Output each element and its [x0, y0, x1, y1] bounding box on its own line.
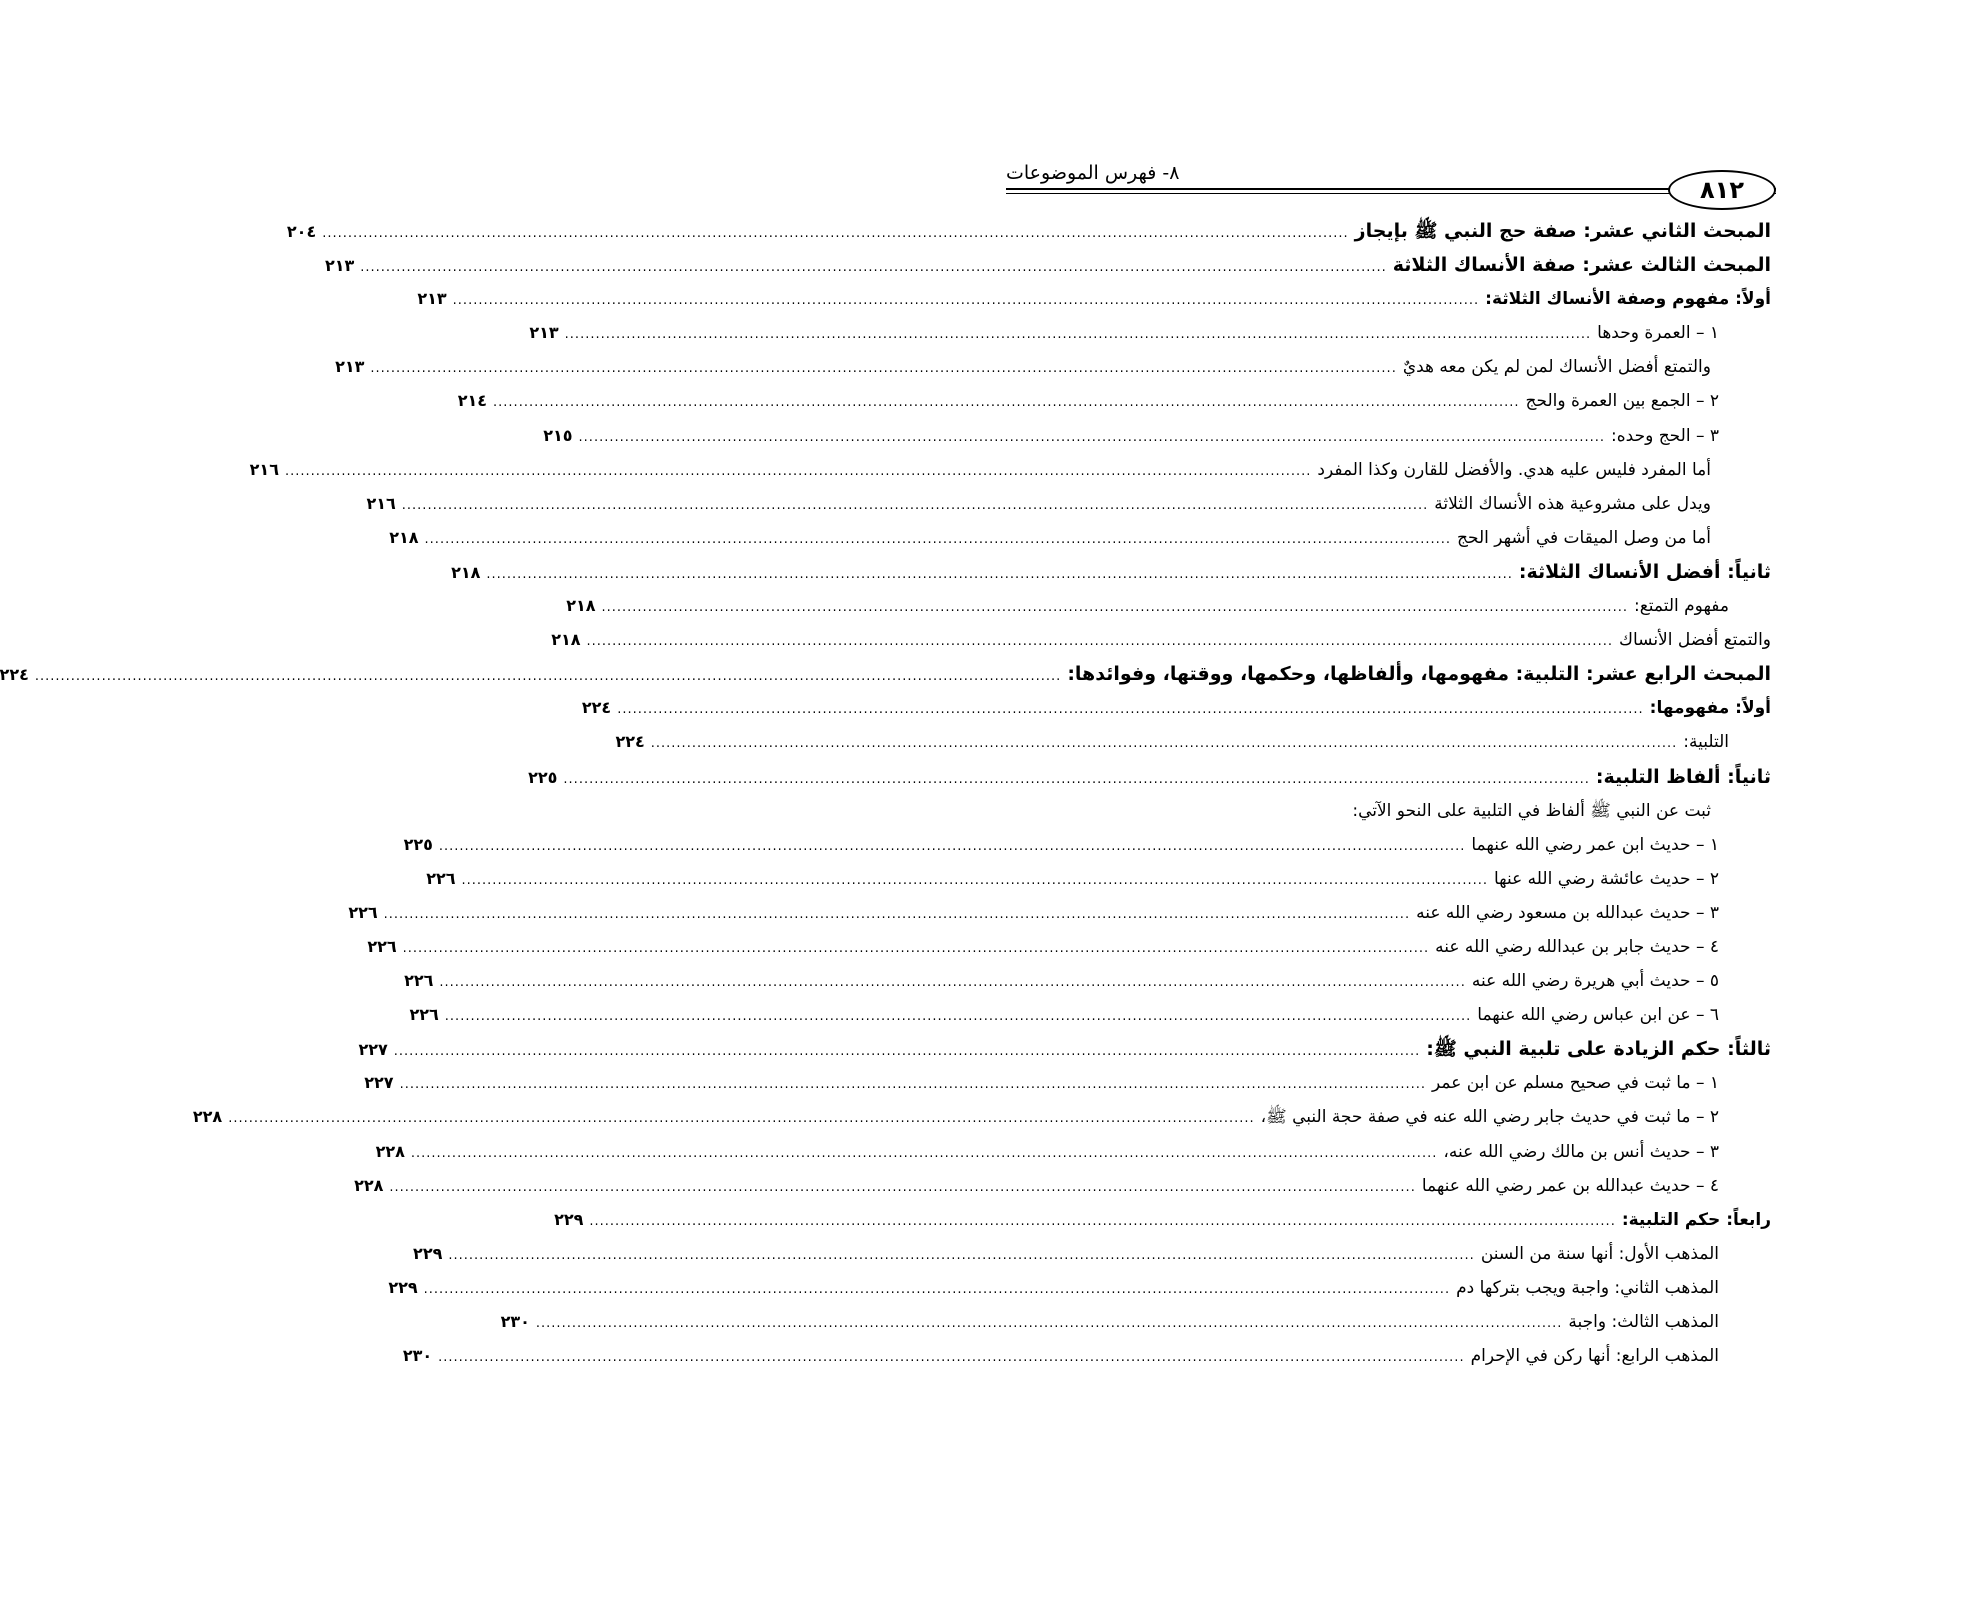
- dot-leader: ........................................................................................................................................................................................................: [402, 940, 1430, 956]
- toc-entry-label: مفهوم التمتع:: [1633, 596, 1729, 617]
- toc-entry: [388, 1271, 1771, 1305]
- toc-entry-label: ٤ – حديث جابر بن عبدالله رضي الله عنه: [1435, 936, 1719, 957]
- header-rule: [1006, 188, 1776, 190]
- toc-entry: [409, 998, 1771, 1032]
- toc-entry-label: ثالثاً: حكم الزيادة على تلبية النبي ﷺ:: [1426, 1038, 1771, 1061]
- dot-leader: ........................................................................................................................................................................................................: [410, 1145, 1438, 1161]
- toc-entry: [403, 828, 1771, 862]
- toc-entry-label: ٣ – حديث عبدالله بن مسعود رضي الله عنه: [1416, 902, 1719, 923]
- toc-entry: [402, 1339, 1771, 1373]
- toc-entry-label: والتمتع أفضل الأنساك لمن لم يكن معه هديٌ: [1402, 357, 1711, 378]
- toc-entry: [389, 521, 1771, 555]
- dot-leader: ........................................................................................................................................................................................................: [589, 1213, 1616, 1229]
- toc-entry-page: ٢٢٧: [358, 1040, 388, 1060]
- toc-entry-label: ١ – حديث ابن عمر رضي الله عنهما: [1471, 834, 1719, 855]
- toc-entry-page: ٢١٥: [543, 425, 573, 445]
- toc-entry: [615, 725, 1771, 759]
- toc-entry-label: ويدل على مشروعية هذه الأنساك الثلاثة: [1434, 493, 1711, 514]
- toc-entry: [451, 555, 1771, 589]
- toc-entry-page: ٢٢٨: [192, 1107, 223, 1127]
- toc-entry-page: ٢٢٧: [364, 1073, 394, 1093]
- toc-entry-label: المبحث الثاني عشر: صفة حج النبي ﷺ بإيجاز: [1354, 220, 1771, 242]
- toc-entry: [354, 1169, 1771, 1203]
- toc-entry-page: ٢٢٦: [409, 1005, 439, 1025]
- toc-entry-label: أما المفرد فليس عليه هدي. والأفضل للقارن وكذا المفرد: [1317, 459, 1711, 480]
- dot-leader: ........................................................................................................................................................................................................: [439, 975, 1466, 991]
- dot-leader: ........................................................................................................................................................................................................: [564, 327, 1592, 343]
- dot-leader: ........................................................................................................................................................................................................: [322, 226, 1349, 241]
- toc-entry-page: ٢٣٠: [500, 1312, 530, 1331]
- toc-entry-label: ٣ – الحج وحده:: [1611, 425, 1719, 446]
- toc-entry: [286, 214, 1771, 248]
- toc-entry-page: ٢١٦: [366, 493, 396, 513]
- dot-leader: ........................................................................................................................................................................................................: [401, 497, 1429, 513]
- toc-entry-page: ٢١٦: [249, 459, 279, 479]
- dot-leader: ........................................................................................................................................................................................................: [586, 634, 1613, 650]
- toc-entry-label: رابعاً: حكم التلبية:: [1621, 1209, 1771, 1230]
- toc-entry-label: التلبية:: [1683, 732, 1729, 753]
- dot-leader: ........................................................................................................................................................................................................: [34, 669, 1062, 685]
- toc-entry-label: ١ – ما ثبت في صحيح مسلم عن ابن عمر: [1432, 1073, 1719, 1094]
- toc-entry: [566, 589, 1771, 623]
- dot-leader: ........................................................................................................................................................................................................: [452, 293, 1480, 309]
- dot-leader: ........................................................................................................................................................................................................: [493, 395, 1520, 411]
- dot-leader: ........................................................................................................................................................................................................: [424, 531, 1452, 547]
- toc-entry-label: ثبت عن النبي ﷺ ألفاظ في التلبية على النحو الآتي:: [1352, 800, 1711, 821]
- toc-entry: [192, 1100, 1771, 1134]
- page-header: [1006, 160, 1776, 208]
- toc-entry-page: ٢٢٤: [615, 732, 645, 752]
- toc-entry-label: ٢ – حديث عائشة رضي الله عنها: [1493, 868, 1719, 889]
- dot-leader: ........................................................................................................................................................................................................: [389, 1179, 1416, 1195]
- toc-entry-page: ٢٢٤: [581, 698, 612, 718]
- toc-entry: [529, 316, 1771, 350]
- toc-entry-label: ثانياً: أفضل الأنساك الثلاثة:: [1518, 560, 1771, 583]
- toc-entry-page: ٢٢٩: [554, 1209, 584, 1229]
- toc-entry: [457, 384, 1771, 418]
- toc-entry-page: ٢٢٩: [388, 1277, 418, 1297]
- toc-entry-page: ٢٢٨: [375, 1141, 405, 1161]
- dot-leader: ........................................................................................................................................................................................................: [370, 361, 1397, 377]
- toc-entry: [358, 1032, 1771, 1066]
- dot-leader: ........................................................................................................................................................................................................: [448, 1247, 1475, 1263]
- table-of-contents: [0, 214, 1771, 1373]
- dot-leader: ........................................................................................................................................................................................................: [438, 1350, 1465, 1366]
- toc-entry-label: والتمتع أفضل الأنساك: [1618, 630, 1771, 651]
- dot-leader: ........................................................................................................................................................................................................: [423, 1281, 1451, 1297]
- toc-entry: [554, 1203, 1771, 1237]
- toc-entry: [413, 1237, 1771, 1271]
- toc-entry: [404, 964, 1771, 998]
- toc-entry-page: ٢١٨: [566, 596, 596, 616]
- toc-entry-label: المذهب الرابع: أنها ركن في الإحرام: [1470, 1346, 1719, 1367]
- toc-entry-page: ٢١٨: [551, 630, 581, 650]
- toc-entry: [417, 282, 1771, 316]
- dot-leader: ........................................................................................................................................................................................................: [383, 906, 1411, 922]
- toc-entry: [249, 453, 1771, 487]
- dot-leader: ........................................................................................................................................................................................................: [399, 1077, 1427, 1093]
- toc-entry-page: ٢٢٩: [413, 1243, 443, 1263]
- toc-entry-page: ٢١٣: [324, 256, 355, 276]
- dot-leader: ........................................................................................................................................................................................................: [228, 1111, 1255, 1127]
- toc-entry: [348, 896, 1771, 930]
- dot-leader: ........................................................................................................................................................................................................: [284, 463, 1312, 479]
- toc-entry-page: ٢١٣: [529, 323, 559, 343]
- toc-entry-label: ٥ – حديث أبي هريرة رضي الله عنه: [1471, 971, 1719, 992]
- toc-entry-label: المذهب الثالث: واجبة: [1568, 1312, 1719, 1332]
- dot-leader: ........................................................................................................................................................................................................: [563, 771, 1590, 787]
- toc-entry-page: ٢٢٨: [354, 1175, 384, 1195]
- toc-entry-label: أولاً: مفهوم وصفة الأنساك الثلاثة:: [1485, 289, 1771, 310]
- toc-entry: [1011, 794, 1771, 828]
- toc-entry: [551, 623, 1771, 657]
- toc-entry: [500, 1305, 1771, 1339]
- dot-leader: ........................................................................................................................................................................................................: [650, 736, 1678, 752]
- toc-entry-page: ٢٢٤: [0, 665, 29, 685]
- toc-entry-page: ٢١٣: [335, 357, 365, 377]
- dot-leader: ........................................................................................................................................................................................................: [578, 429, 1606, 445]
- toc-entry-label: ثانياً: ألفاظ التلبية:: [1595, 765, 1771, 788]
- toc-entry: [528, 760, 1771, 794]
- dot-leader: ........................................................................................................................................................................................................: [601, 600, 1628, 616]
- toc-entry-label: ٢ – الجمع بين العمرة والحج: [1525, 391, 1719, 412]
- toc-entry-label: المذهب الثاني: واجبة ويجب بتركها دم: [1456, 1277, 1719, 1298]
- page-number: ٨١٢: [1668, 170, 1776, 210]
- toc-entry-label: المبحث الرابع عشر: التلبية: مفهومها، وألفاظها، وحكمها، ووقتها، وفوائدها:: [1067, 663, 1771, 686]
- toc-entry: [324, 248, 1771, 282]
- toc-entry-label: ٣ – حديث أنس بن مالك رضي الله عنه،: [1443, 1141, 1719, 1162]
- dot-leader: ........................................................................................................................................................................................................: [486, 566, 1513, 582]
- toc-entry: [543, 419, 1771, 453]
- toc-entry-page: ٢٣٠: [402, 1346, 433, 1366]
- toc-entry-label: ١ – العمرة وحدها: [1597, 323, 1719, 344]
- toc-entry-page: ٢٢٦: [367, 936, 397, 956]
- section-title: ٨- فهرس الموضوعات: [1006, 162, 1180, 184]
- dot-leader: ........................................................................................................................................................................................................: [393, 1044, 1421, 1060]
- toc-entry: [367, 930, 1771, 964]
- toc-entry-page: ٢١٤: [457, 391, 488, 411]
- toc-entry-page: ٢٢٥: [403, 834, 433, 854]
- toc-entry: [426, 862, 1771, 896]
- dot-leader: ........................................................................................................................................................................................................: [438, 838, 1466, 854]
- toc-entry-label: المبحث الثالث عشر: صفة الأنساك الثلاثة: [1392, 254, 1771, 277]
- toc-entry-label: ٦ – عن ابن عباس رضي الله عنهما: [1477, 1005, 1719, 1026]
- toc-entry-label: ٤ – حديث عبدالله بن عمر رضي الله عنهما: [1421, 1175, 1719, 1196]
- header-rule-thin: [1006, 193, 1776, 194]
- dot-leader: ........................................................................................................................................................................................................: [461, 872, 1488, 888]
- toc-entry: [375, 1135, 1771, 1169]
- toc-entry-page: ٢٢٥: [528, 767, 558, 787]
- toc-entry-page: ٢٢٦: [404, 971, 434, 991]
- toc-entry-label: أما من وصل الميقات في أشهر الحج: [1457, 527, 1711, 548]
- toc-entry-page: ٢١٣: [417, 289, 447, 309]
- dot-leader: ........................................................................................................................................................................................................: [444, 1009, 1472, 1025]
- toc-entry-label: المذهب الأول: أنها سنة من السنن: [1480, 1243, 1719, 1264]
- toc-entry-label: أولاً: مفهومها:: [1649, 698, 1771, 719]
- dot-leader: ........................................................................................................................................................................................................: [360, 260, 1387, 276]
- toc-entry-page: ٢٢٦: [348, 902, 378, 922]
- toc-entry-label: ٢ – ما ثبت في حديث جابر رضي الله عنه في صفة حجة النبي ﷺ،: [1260, 1107, 1719, 1128]
- toc-entry: [364, 1066, 1771, 1100]
- toc-entry: [335, 350, 1771, 384]
- toc-entry-page: ٢١٨: [389, 527, 419, 547]
- toc-entry-page: ٢١٨: [451, 562, 481, 582]
- toc-entry-page: ٢٠٤: [286, 222, 317, 241]
- dot-leader: ........................................................................................................................................................................................................: [535, 1316, 1563, 1331]
- dot-leader: ........................................................................................................................................................................................................: [617, 702, 1644, 718]
- toc-entry: [366, 487, 1771, 521]
- toc-entry-page: ٢٢٦: [426, 868, 456, 888]
- toc-entry: [581, 691, 1771, 725]
- toc-entry: [0, 657, 1771, 691]
